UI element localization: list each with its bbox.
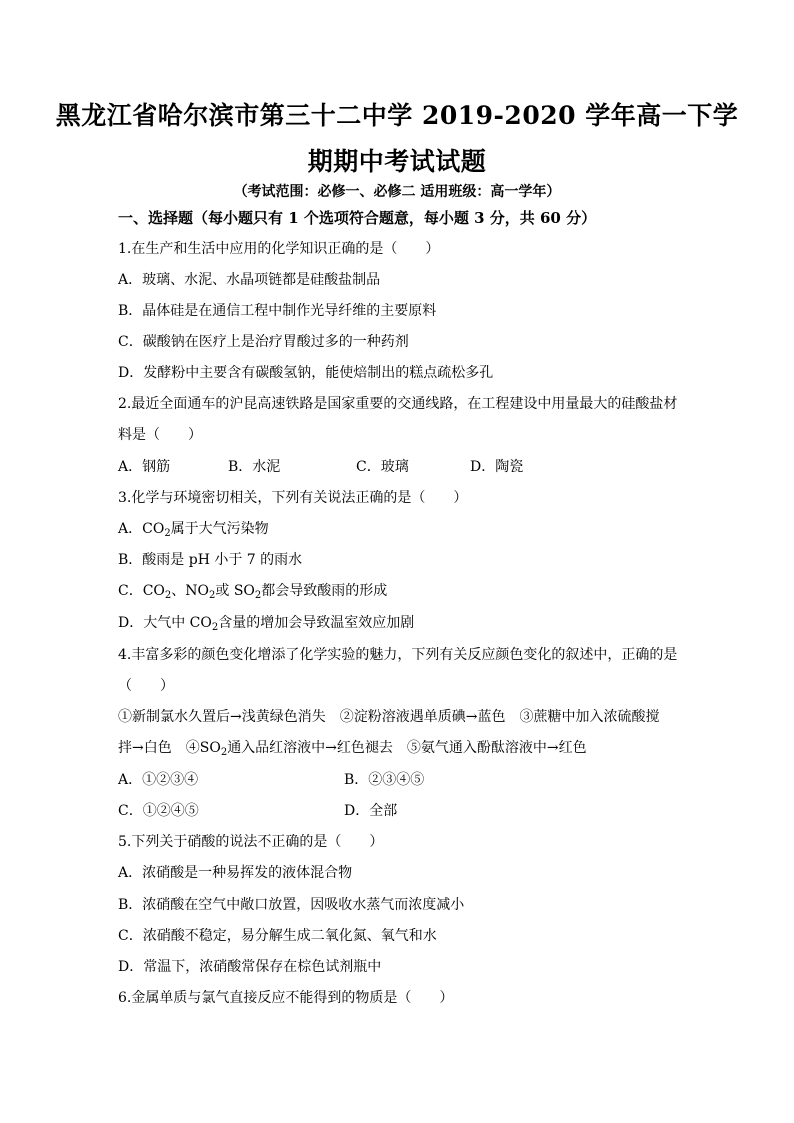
page-title-line-1: 黑龙江省哈尔滨市第三十二中学 2019-2020 学年高一下学 bbox=[55, 101, 739, 130]
question-3-option-d: D．大气中 $CO_2$含量的增加会导致温室效应加剧 bbox=[118, 615, 415, 633]
question-5-option-a: A．浓硝酸是一种易挥发的液体混合物 bbox=[118, 865, 353, 881]
question-1-option-d: D．发酵粉中主要含有碳酸氢钠，能使焙制出的糕点疏松多孔 bbox=[118, 365, 494, 381]
question-3-option-b: B．酸雨是 pH 小于 7 的雨水 bbox=[118, 552, 303, 568]
question-1-option-b: B．晶体硅是在通信工程中制作光导纤维的主要原料 bbox=[118, 303, 437, 319]
question-1-option-c: C．碳酸钠在医疗上是治疗胃酸过多的一种药剂 bbox=[118, 334, 409, 350]
question-4-stem-line-1: 4.丰富多彩的颜色变化增添了化学实验的魅力，下列有关反应颜色变化的叙述中，正确的是 bbox=[118, 647, 678, 663]
question-4-stem-line-2: （ ） bbox=[118, 678, 174, 694]
question-2-option-a: A．钢筋 bbox=[118, 459, 171, 475]
question-4-option-a: A．①②③④ bbox=[118, 772, 199, 788]
question-3-option-a: A．$CO_2$属于大气污染物 bbox=[118, 521, 269, 539]
question-4-option-b: B．②③④⑤ bbox=[344, 772, 425, 788]
question-4-items-line-1: ①新制氯水久置后→浅黄绿色消失 ②淀粉溶液遇单质碘→蓝色 ③蔗糖中加入浓硫酸搅 bbox=[118, 709, 660, 725]
section-heading: 一、选择题（每小题只有 1 个选项符合题意，每小题 3 分，共 60 分） bbox=[118, 209, 597, 227]
question-1-option-a: A．玻璃、水泥、水晶项链都是硅酸盐制品 bbox=[118, 272, 381, 288]
question-1-stem: 1.在生产和生活中应用的化学知识正确的是（ ） bbox=[118, 241, 440, 257]
question-2-stem-line-1: 2.最近全面通车的沪昆高速铁路是国家重要的交通线路，在工程建设中用量最大的硅酸盐材 bbox=[118, 396, 678, 412]
question-2-option-c: C．玻璃 bbox=[356, 459, 409, 475]
exam-subtitle: （考试范围：必修一、必修二 适用班级：高一学年） bbox=[233, 184, 561, 200]
question-5-option-b: B．浓硝酸在空气中敞口放置，因吸收水蒸气而浓度减小 bbox=[118, 897, 465, 913]
question-2-option-d: D．陶瓷 bbox=[470, 459, 524, 475]
question-2-stem-line-2: 料是（ ） bbox=[118, 427, 202, 443]
question-3-option-c: C．$CO_2$、$NO_2$或 $SO_2$都会导致酸雨的形成 bbox=[118, 583, 388, 601]
question-2-option-b: B．水泥 bbox=[228, 459, 281, 475]
question-4-option-d: D．全部 bbox=[344, 803, 398, 819]
question-5-stem: 5.下列关于硝酸的说法不正确的是（ ） bbox=[118, 834, 384, 850]
question-3-stem: 3.化学与环境密切相关，下列有关说法正确的是（ ） bbox=[118, 490, 468, 506]
question-4-items-line-2: 拌→白色 $④SO_2$通入品红溶液中→红色褪去 ⑤氨气通入酚酞溶液中→红色 bbox=[118, 740, 587, 758]
page-title-line-2: 期期中考试试题 bbox=[307, 147, 487, 176]
question-6-stem: 6.金属单质与氯气直接反应不能得到的物质是（ ） bbox=[118, 990, 454, 1006]
question-4-option-c: C．①②④⑤ bbox=[118, 803, 199, 819]
question-5-option-c: C．浓硝酸不稳定，易分解生成二氧化氮、氧气和水 bbox=[118, 928, 437, 944]
question-5-option-d: D．常温下，浓硝酸常保存在棕色试剂瓶中 bbox=[118, 959, 382, 975]
